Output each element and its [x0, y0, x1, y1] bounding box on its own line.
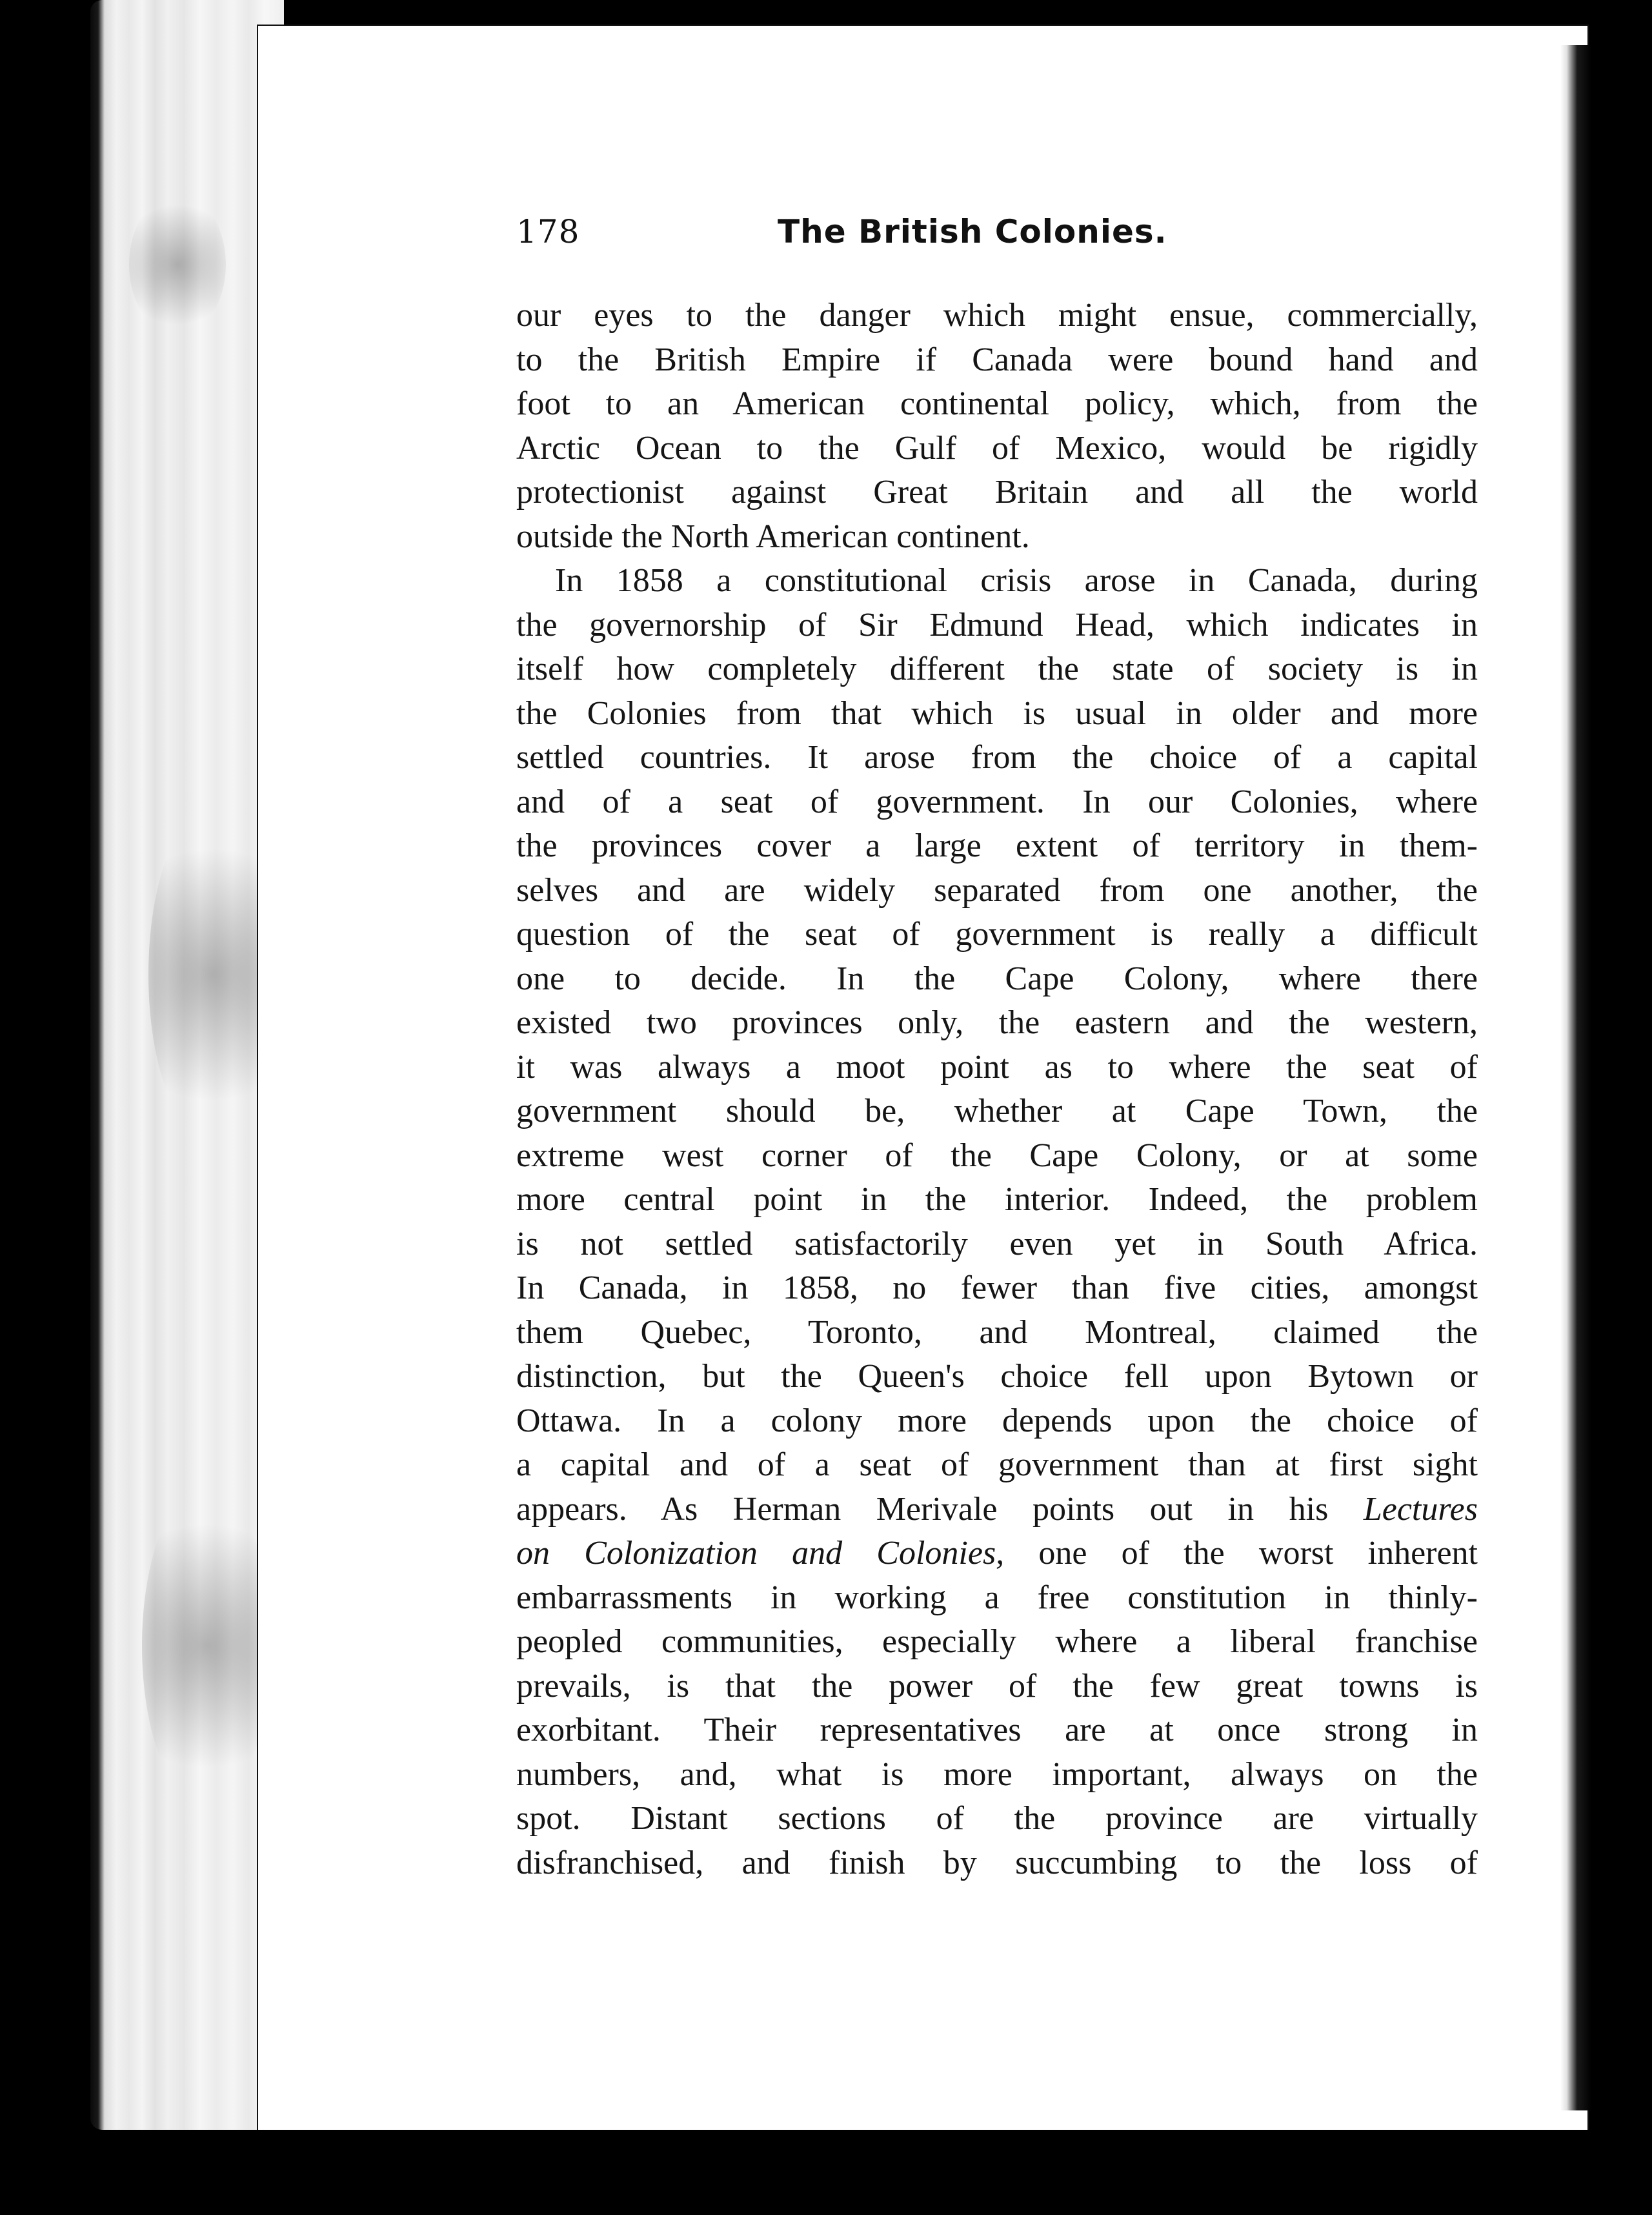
text-line: [516, 1532, 1478, 1576]
text-line: Arctic Ocean to the Gulf of Mexico, would be rigidly: [516, 429, 1478, 467]
text-line: the governorship of Sir Edmund Head, which indicates in: [516, 606, 1478, 643]
text-line: foot to an American continental policy, which, from the: [516, 385, 1478, 422]
text-line: [516, 1488, 1478, 1532]
text-line: prevails, is that the power of the few great towns is: [516, 1667, 1478, 1704]
text-fragment: appears. As Herman Merivale points out in his: [516, 1490, 1329, 1528]
text-line: them Quebec, Toronto, and Montreal, claimed the: [516, 1313, 1478, 1351]
text-line: disfranchised, and finish by succumbing to the loss of: [516, 1844, 1478, 1881]
italic-title-fragment: Lectures: [1363, 1490, 1478, 1528]
text-line: existed two provinces only, the eastern and the western,: [516, 1004, 1478, 1041]
scan-background-right: [1591, 0, 1652, 2215]
text-line: exorbitant. Their representatives are at once strong in: [516, 1712, 1478, 1748]
text-line: outside the North American continent.: [516, 518, 1030, 555]
text-line: spot. Distant sections of the province are virtually: [516, 1800, 1478, 1837]
text-line: our eyes to the danger which might ensue, commercially,: [516, 297, 1478, 334]
text-line: and of a seat of government. In our Colonies, where: [516, 783, 1478, 820]
page-header: [516, 213, 1226, 271]
text-line: protectionist against Great Britain and all the world: [516, 474, 1478, 511]
text-line: selves and are widely separated from one another, the: [516, 871, 1478, 909]
text-line: itself how completely different the state of society is in: [516, 651, 1478, 687]
text-line: numbers, and, what is more important, always on the: [516, 1755, 1478, 1793]
text-line: government should be, whether at Cape Town, the: [516, 1093, 1478, 1129]
text-line: a capital and of a seat of government than at first sight: [516, 1446, 1478, 1483]
text-line: extreme west corner of the Cape Colony, or at some: [516, 1137, 1478, 1174]
text-line: the provinces cover a large extent of territory in them-: [516, 827, 1478, 864]
text-line: it was always a moot point as to where the seat of: [516, 1048, 1478, 1086]
edge-stain: [129, 194, 226, 336]
text-line: Ottawa. In a colony more depends upon the choice of: [516, 1402, 1478, 1439]
text-line: In 1858 a constitutional crisis arose in Canada, during: [555, 562, 1478, 599]
text-line: more central point in the interior. Indeed, the problem: [516, 1181, 1478, 1218]
text-fragment: one of the worst inherent: [1038, 1535, 1478, 1572]
binding-gutter: [1560, 45, 1591, 2110]
text-line: distinction, but the Queen's choice fell upon Bytown or: [516, 1358, 1478, 1395]
text-line: is not settled satisfactorily even yet in South Africa.: [516, 1225, 1478, 1262]
page-number: 178: [516, 213, 580, 250]
text-line: peopled communities, especially where a liberal franchise: [516, 1623, 1478, 1660]
text-line: question of the seat of government is really a difficult: [516, 916, 1478, 953]
text-line: to the British Empire if Canada were bound hand and: [516, 341, 1478, 378]
text-line: the Colonies from that which is usual in older and more: [516, 694, 1478, 732]
text-line: embarrassments in working a free constitution in thinly-: [516, 1579, 1478, 1616]
text-line: one to decide. In the Cape Colony, where there: [516, 960, 1478, 997]
running-title: The British Colonies.: [778, 213, 1167, 250]
page-block-edges: [90, 0, 284, 2130]
scan-background-bottom: [0, 2130, 1652, 2215]
edge-stain: [142, 1484, 271, 1807]
body-text: [516, 294, 1478, 1885]
italic-title-fragment: on Colonization and Colonies,: [516, 1535, 1005, 1572]
text-line: settled countries. It arose from the choice of a capital: [516, 739, 1478, 776]
text-line: In Canada, in 1858, no fewer than five cities, amongst: [516, 1269, 1478, 1306]
